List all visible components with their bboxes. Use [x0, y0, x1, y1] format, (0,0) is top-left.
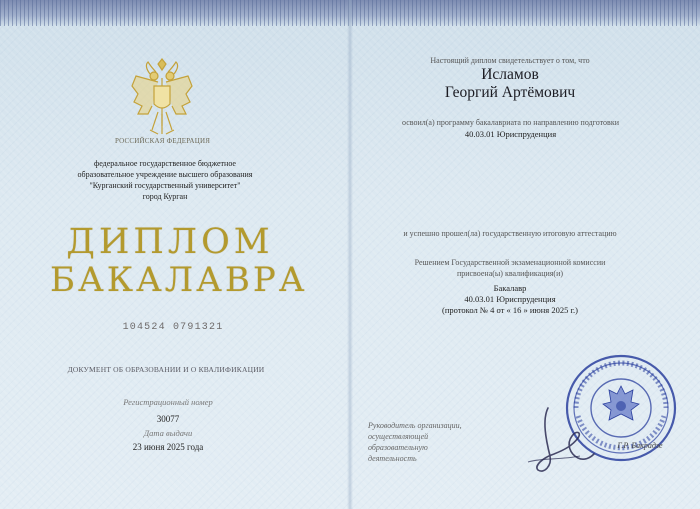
institution-line-4: город Курган	[142, 192, 188, 201]
program-label: освоил(а) программу бакалавриата по направлению подготовки	[402, 118, 619, 127]
signature-image	[520, 400, 600, 480]
registration-label: Регистрационный номер	[123, 397, 213, 407]
qualification-title: Бакалавр	[493, 283, 527, 293]
institution-block	[60, 158, 270, 202]
title-diplom: ДИПЛОМ	[66, 222, 274, 262]
attestation-line: и успешно прошел(ла) государственную итоговую аттестацию	[403, 229, 617, 238]
commission-decision	[385, 257, 635, 279]
decision-line-1: Решением Государственной экзаменационной комиссии	[414, 258, 606, 267]
document-type: ДОКУМЕНТ ОБ ОБРАЗОВАНИИ И О КВАЛИФИКАЦИИ	[67, 365, 265, 374]
graduate-given-names: Георгий Артёмович	[444, 84, 576, 101]
head-label-line-1: Руководитель организации,	[368, 421, 462, 430]
institution-line-2: образовательное учреждение высшего образования	[77, 170, 253, 179]
coat-of-arms-icon	[128, 56, 196, 138]
head-label-line-2: осуществляющей образовательную	[368, 432, 429, 452]
head-label-line-3: деятельность	[368, 454, 417, 463]
serial-number: 104524 0791321	[122, 322, 224, 333]
qualification-specialty: 40.03.01 Юриспруденция	[464, 294, 556, 304]
country-label: РОССИЙСКАЯ ФЕДЕРАЦИЯ	[115, 137, 211, 145]
graduate-surname: Исламов	[481, 66, 539, 83]
qualification-block	[385, 283, 635, 316]
issue-date: 23 июня 2025 года	[132, 442, 204, 452]
head-of-organization-label	[368, 420, 488, 464]
issue-date-label: Дата выдачи	[143, 428, 193, 438]
institution-line-1: федеральное государственное бюджетное	[94, 159, 236, 168]
page-fold	[347, 0, 353, 509]
decision-line-2: присвоена(ы) квалификация(и)	[456, 269, 564, 278]
protocol-line: (протокол № 4 от « 16 » июня 2025 г.)	[442, 305, 578, 315]
specialty: 40.03.01 Юриспруденция	[464, 129, 557, 139]
title-bakalavra: БАКАЛАВРА	[50, 260, 308, 300]
signer-name: Г.Р. Бакрадзе	[617, 441, 663, 450]
certifies-line: Настоящий диплом свидетельствует о том, что	[430, 56, 590, 65]
institution-line-3: "Курганский государственный университет"	[89, 181, 241, 190]
registration-number: 30077	[156, 414, 180, 424]
